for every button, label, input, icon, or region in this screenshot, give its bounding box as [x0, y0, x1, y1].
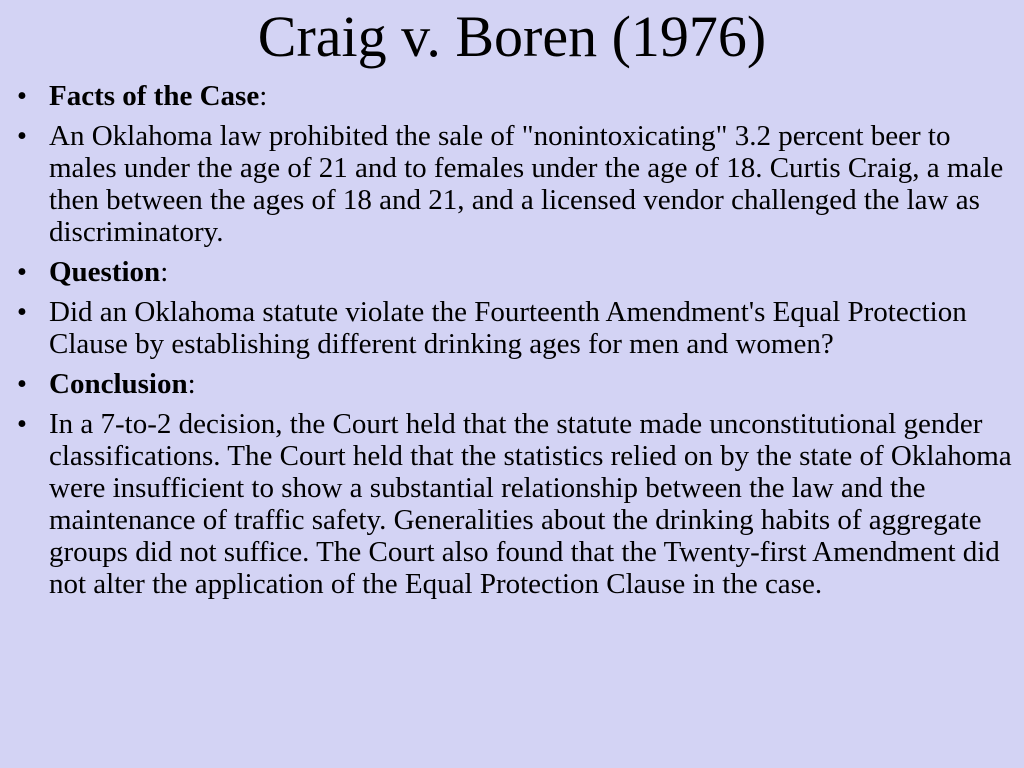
bullet-dot: • [16, 256, 28, 288]
conclusion-heading-colon: : [187, 368, 196, 400]
bullet-facts-heading [12, 80, 1012, 112]
bullet-facts-text [12, 120, 1012, 248]
facts-text: An Oklahoma law prohibited the sale of "nonintoxicating" 3.2 percent beer to males under the age of 21 and to females under the age of 18. Curtis Craig, a male then between the ages of 18 and 21, and a licensed vendor challenged the law as discriminatory. [49, 120, 1004, 248]
conclusion-text: In a 7-to-2 decision, the Court held that the statute made unconstitutional gender classifications. The Court held that the statistics relied on by the state of Oklahoma were insufficient to show a substantial relationship between the law and the maintenance of traffic safety. Generalities about the drinking habits of aggregate groups did not suffice. The Court also found that the Twenty-first Amendment did not alter the application of the Equal Protection Clause in the case. [49, 408, 1012, 600]
bullet-dot: • [16, 80, 28, 112]
facts-heading-colon: : [259, 80, 268, 112]
bullet-question-text [12, 296, 1012, 360]
question-text: Did an Oklahoma statute violate the Fourteenth Amendment's Equal Protection Clause by establishing different drinking ages for men and women? [49, 296, 967, 360]
bullet-dot: • [16, 408, 28, 440]
bullet-dot: • [16, 296, 28, 328]
question-heading: Question [49, 256, 161, 288]
question-heading-colon: : [160, 256, 169, 288]
facts-heading: Facts of the Case [49, 80, 260, 112]
bullet-dot: • [16, 120, 28, 152]
bullet-list [12, 80, 1012, 608]
conclusion-heading: Conclusion [49, 368, 188, 400]
bullet-dot: • [16, 368, 28, 400]
bullet-conclusion-text [12, 408, 1012, 600]
slide-title: Craig v. Boren (1976) [257, 4, 767, 69]
bullet-question-heading [12, 256, 1012, 288]
bullet-conclusion-heading [12, 368, 1012, 400]
